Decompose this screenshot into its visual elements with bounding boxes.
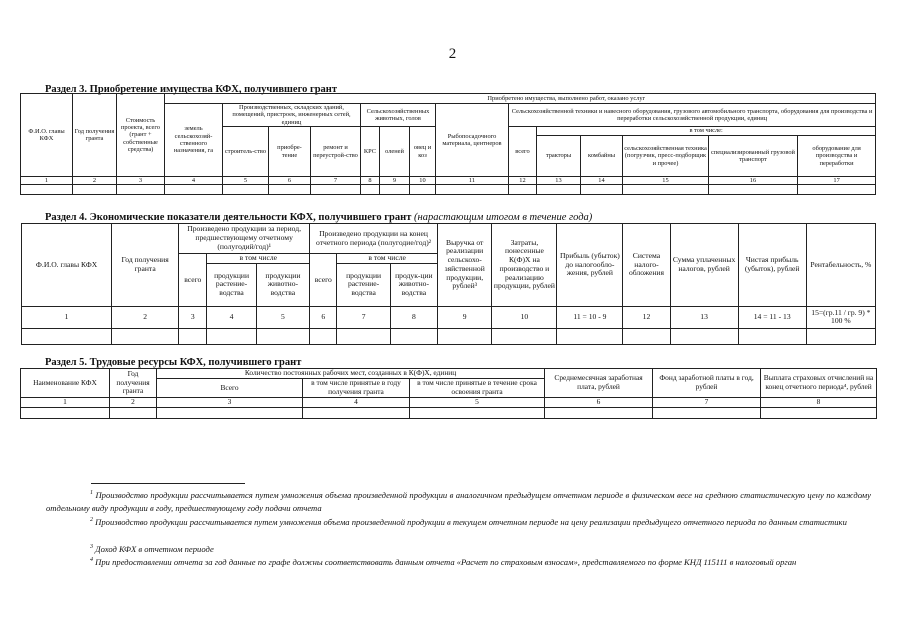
num-cell: 2 (73, 177, 117, 185)
col-net-profit: Чистая прибыль (убыток), рублей (738, 224, 806, 307)
num-cell: 2 (112, 306, 179, 328)
number-row (21, 177, 876, 185)
num-cell: 11 = 10 - 9 (557, 306, 623, 328)
num-cell: 5 (223, 177, 269, 185)
num-cell: 6 (310, 306, 337, 328)
col-jobs-total: Всего (157, 379, 303, 398)
col-land: земель сельскохозяй-ственного назначения, га (165, 104, 223, 177)
section4-table (21, 223, 876, 345)
col-repair: ремонт и переустрой-ство (311, 127, 361, 177)
col-animals: Сельскохозяйственных животных, голов (361, 104, 436, 127)
col-jobs-year: в том числе принятые в году получения гранта (303, 379, 410, 398)
col-sheep: овец и коз (410, 127, 436, 177)
num-cell: 1 (21, 177, 73, 185)
col-fish: Рыбопосадочного материала, центнеров (436, 104, 509, 177)
num-cell: 11 (436, 177, 509, 185)
footnote-mark: 3 (90, 544, 93, 550)
col-rentability: Рентабельность, % (806, 224, 875, 307)
section5-table (20, 368, 877, 419)
num-cell: 16 (709, 177, 798, 185)
number-row (22, 306, 876, 328)
num-cell: 8 (361, 177, 380, 185)
section3-table (20, 93, 876, 195)
col-agro: сельскохозяйственная техника (погрузчик, пресс-подборщик и прочее) (623, 136, 709, 177)
col-fio: Ф.И.О. главы КФХ (22, 224, 112, 307)
num-cell: 10 (492, 306, 557, 328)
col-year: Год получения гранта (110, 369, 157, 398)
footnote-mark: 2 (90, 517, 93, 523)
empty-row (22, 328, 876, 344)
col-tractors: тракторы (537, 136, 581, 177)
num-cell: 7 (337, 306, 390, 328)
footnote-mark: 4 (90, 557, 93, 563)
section4-title-note: (нарастающим итогом в течение года) (413, 212, 593, 223)
num-cell: 1 (22, 306, 112, 328)
col-year: Год получения гранта (112, 224, 179, 307)
col-cost: Стоимость проекта, всего (грант + собственные средства) (117, 94, 165, 177)
footnote-text: Доход КФХ в отчетном периоде (95, 543, 214, 554)
col-prev-total: всего (179, 254, 207, 307)
footnote-text: Производство продукции рассчитывается путем умножения объема произведенной продукции в текущем отчетном периоде на цену реализации предыдущего отчетного периода по данным статистики (95, 516, 847, 527)
empty-row (21, 408, 877, 419)
num-cell: 3 (117, 177, 165, 185)
col-jobs: Количество постоянных рабочих мест, созданных в К(Ф)Х, единиц (157, 369, 545, 379)
section4-title (45, 212, 592, 223)
num-cell: 6 (545, 398, 653, 408)
section5-title: Раздел 5. Трудовые ресурсы КФХ, получившего грант (45, 357, 302, 368)
col-transport: специализированный грузовой транспорт (709, 136, 798, 177)
footnote-separator (91, 483, 245, 484)
num-cell: 1 (21, 398, 110, 408)
col-cur-plant: продукции растение-водства (337, 263, 390, 306)
num-cell: 14 (581, 177, 623, 185)
num-cell: 9 (437, 306, 491, 328)
page-number: 2 (448, 46, 457, 62)
num-cell: 2 (110, 398, 157, 408)
col-prev-animal: продукции животно-водства (256, 263, 309, 306)
col-prev-incl: в том числе (207, 254, 310, 264)
footnote-mark: 1 (90, 490, 93, 496)
num-cell: 13 (537, 177, 581, 185)
col-tax-system: Система налого-обложения (623, 224, 670, 307)
empty-row (21, 185, 876, 195)
number-row (21, 398, 877, 408)
col-profit: Прибыль (убыток) до налогообло-жения, рублей (557, 224, 623, 307)
num-cell: 5 (410, 398, 545, 408)
col-cur-production: Произведено продукции на конец отчетного периода (полугодие/год)² (310, 224, 438, 254)
num-cell: 4 (207, 306, 256, 328)
num-cell: 4 (165, 177, 223, 185)
col-salary: Среднемесячная заработная плата, рублей (545, 369, 653, 398)
col-machinery-incl: в том числе: (537, 127, 876, 136)
header-acquired: Приобретено имущества, выполнено работ, оказано услуг (165, 94, 876, 104)
col-purchase: приобре-тение (269, 127, 311, 177)
num-cell: 15=(гр.11 / гр. 9) * 100 % (806, 306, 875, 328)
num-cell: 14 = 11 - 13 (738, 306, 806, 328)
footnote-2 (46, 514, 871, 529)
col-costs: Затраты, понесенные К(Ф)Х на производство и реализацию продукции, рублей (492, 224, 557, 307)
col-name: Наименование КФХ (21, 369, 110, 398)
col-insurance: Выплата страховых отчислений на конец отчетного периода⁴, рублей (761, 369, 877, 398)
col-construction: строитель-ство (223, 127, 269, 177)
col-fio: Ф.И.О. главы КФХ (21, 94, 73, 177)
col-year: Год получения гранта (73, 94, 117, 177)
col-krs: КРС (361, 127, 380, 177)
num-cell: 8 (390, 306, 437, 328)
footnote-1 (46, 487, 871, 515)
num-cell: 15 (623, 177, 709, 185)
col-buildings: Производственных, складских зданий, помещений, пристроек, инженерных сетей, единиц (223, 104, 361, 127)
num-cell: 3 (179, 306, 207, 328)
num-cell: 7 (311, 177, 361, 185)
num-cell: 4 (303, 398, 410, 408)
num-cell: 12 (623, 306, 670, 328)
footnote-4 (46, 554, 871, 569)
col-cur-incl: в том числе (337, 254, 438, 264)
footnote-text: При предоставлении отчета за год данные по графе должны соответствовать данным отчета «Расчет по страховым взносам», представляемого по форме КНД 115111 в налоговый орган (95, 556, 797, 567)
col-jobs-period: в том числе принятые в течение срока освоения гранта (410, 379, 545, 398)
col-cur-animal: продук-ции животно-водства (390, 263, 437, 306)
col-taxes: Сумма уплаченных налогов, рублей (670, 224, 738, 307)
col-fund: Фонд заработной платы в год, рублей (653, 369, 761, 398)
section3-title: Раздел 3. Приобретение имущества КФХ, получившего грант (45, 84, 338, 95)
col-equipment: оборудование для производства и переработки (798, 136, 876, 177)
num-cell: 12 (509, 177, 537, 185)
col-deer: оленей (380, 127, 410, 177)
col-combines: комбайны (581, 136, 623, 177)
col-cur-total: всего (310, 254, 337, 307)
col-prev-plant: продукции растение-водства (207, 263, 256, 306)
num-cell: 7 (653, 398, 761, 408)
num-cell: 6 (269, 177, 311, 185)
col-machinery: Сельскохозяйственной техники и навесного оборудования, грузового автомобильного транспорта, оборудования для производства и переработки сельскохозяйственной продукции, единиц (509, 104, 876, 127)
col-prev-production: Произведено продукции за период, предшествующему отчетному (полугодий/год)¹ (179, 224, 310, 254)
section4-title-text: Раздел 4. Экономические показатели деятельности КФХ, получившего грант (45, 212, 412, 223)
num-cell: 17 (798, 177, 876, 185)
num-cell: 5 (256, 306, 309, 328)
footnote-text: Производство продукции рассчитывается путем умножения объема произведенной продукции в аналогичном предыдущем отчетном периоде в физическом весе на среднюю статистическую цену по каждому отдельному виду продукции в году, предшествующему году подачи отчета (46, 489, 871, 513)
num-cell: 3 (157, 398, 303, 408)
col-revenue: Выручка от реализации сельскохо-зяйственной продукции, рублей³ (437, 224, 491, 307)
num-cell: 8 (761, 398, 877, 408)
num-cell: 9 (380, 177, 410, 185)
num-cell: 10 (410, 177, 436, 185)
num-cell: 13 (670, 306, 738, 328)
col-machinery-total: всего (509, 127, 537, 177)
